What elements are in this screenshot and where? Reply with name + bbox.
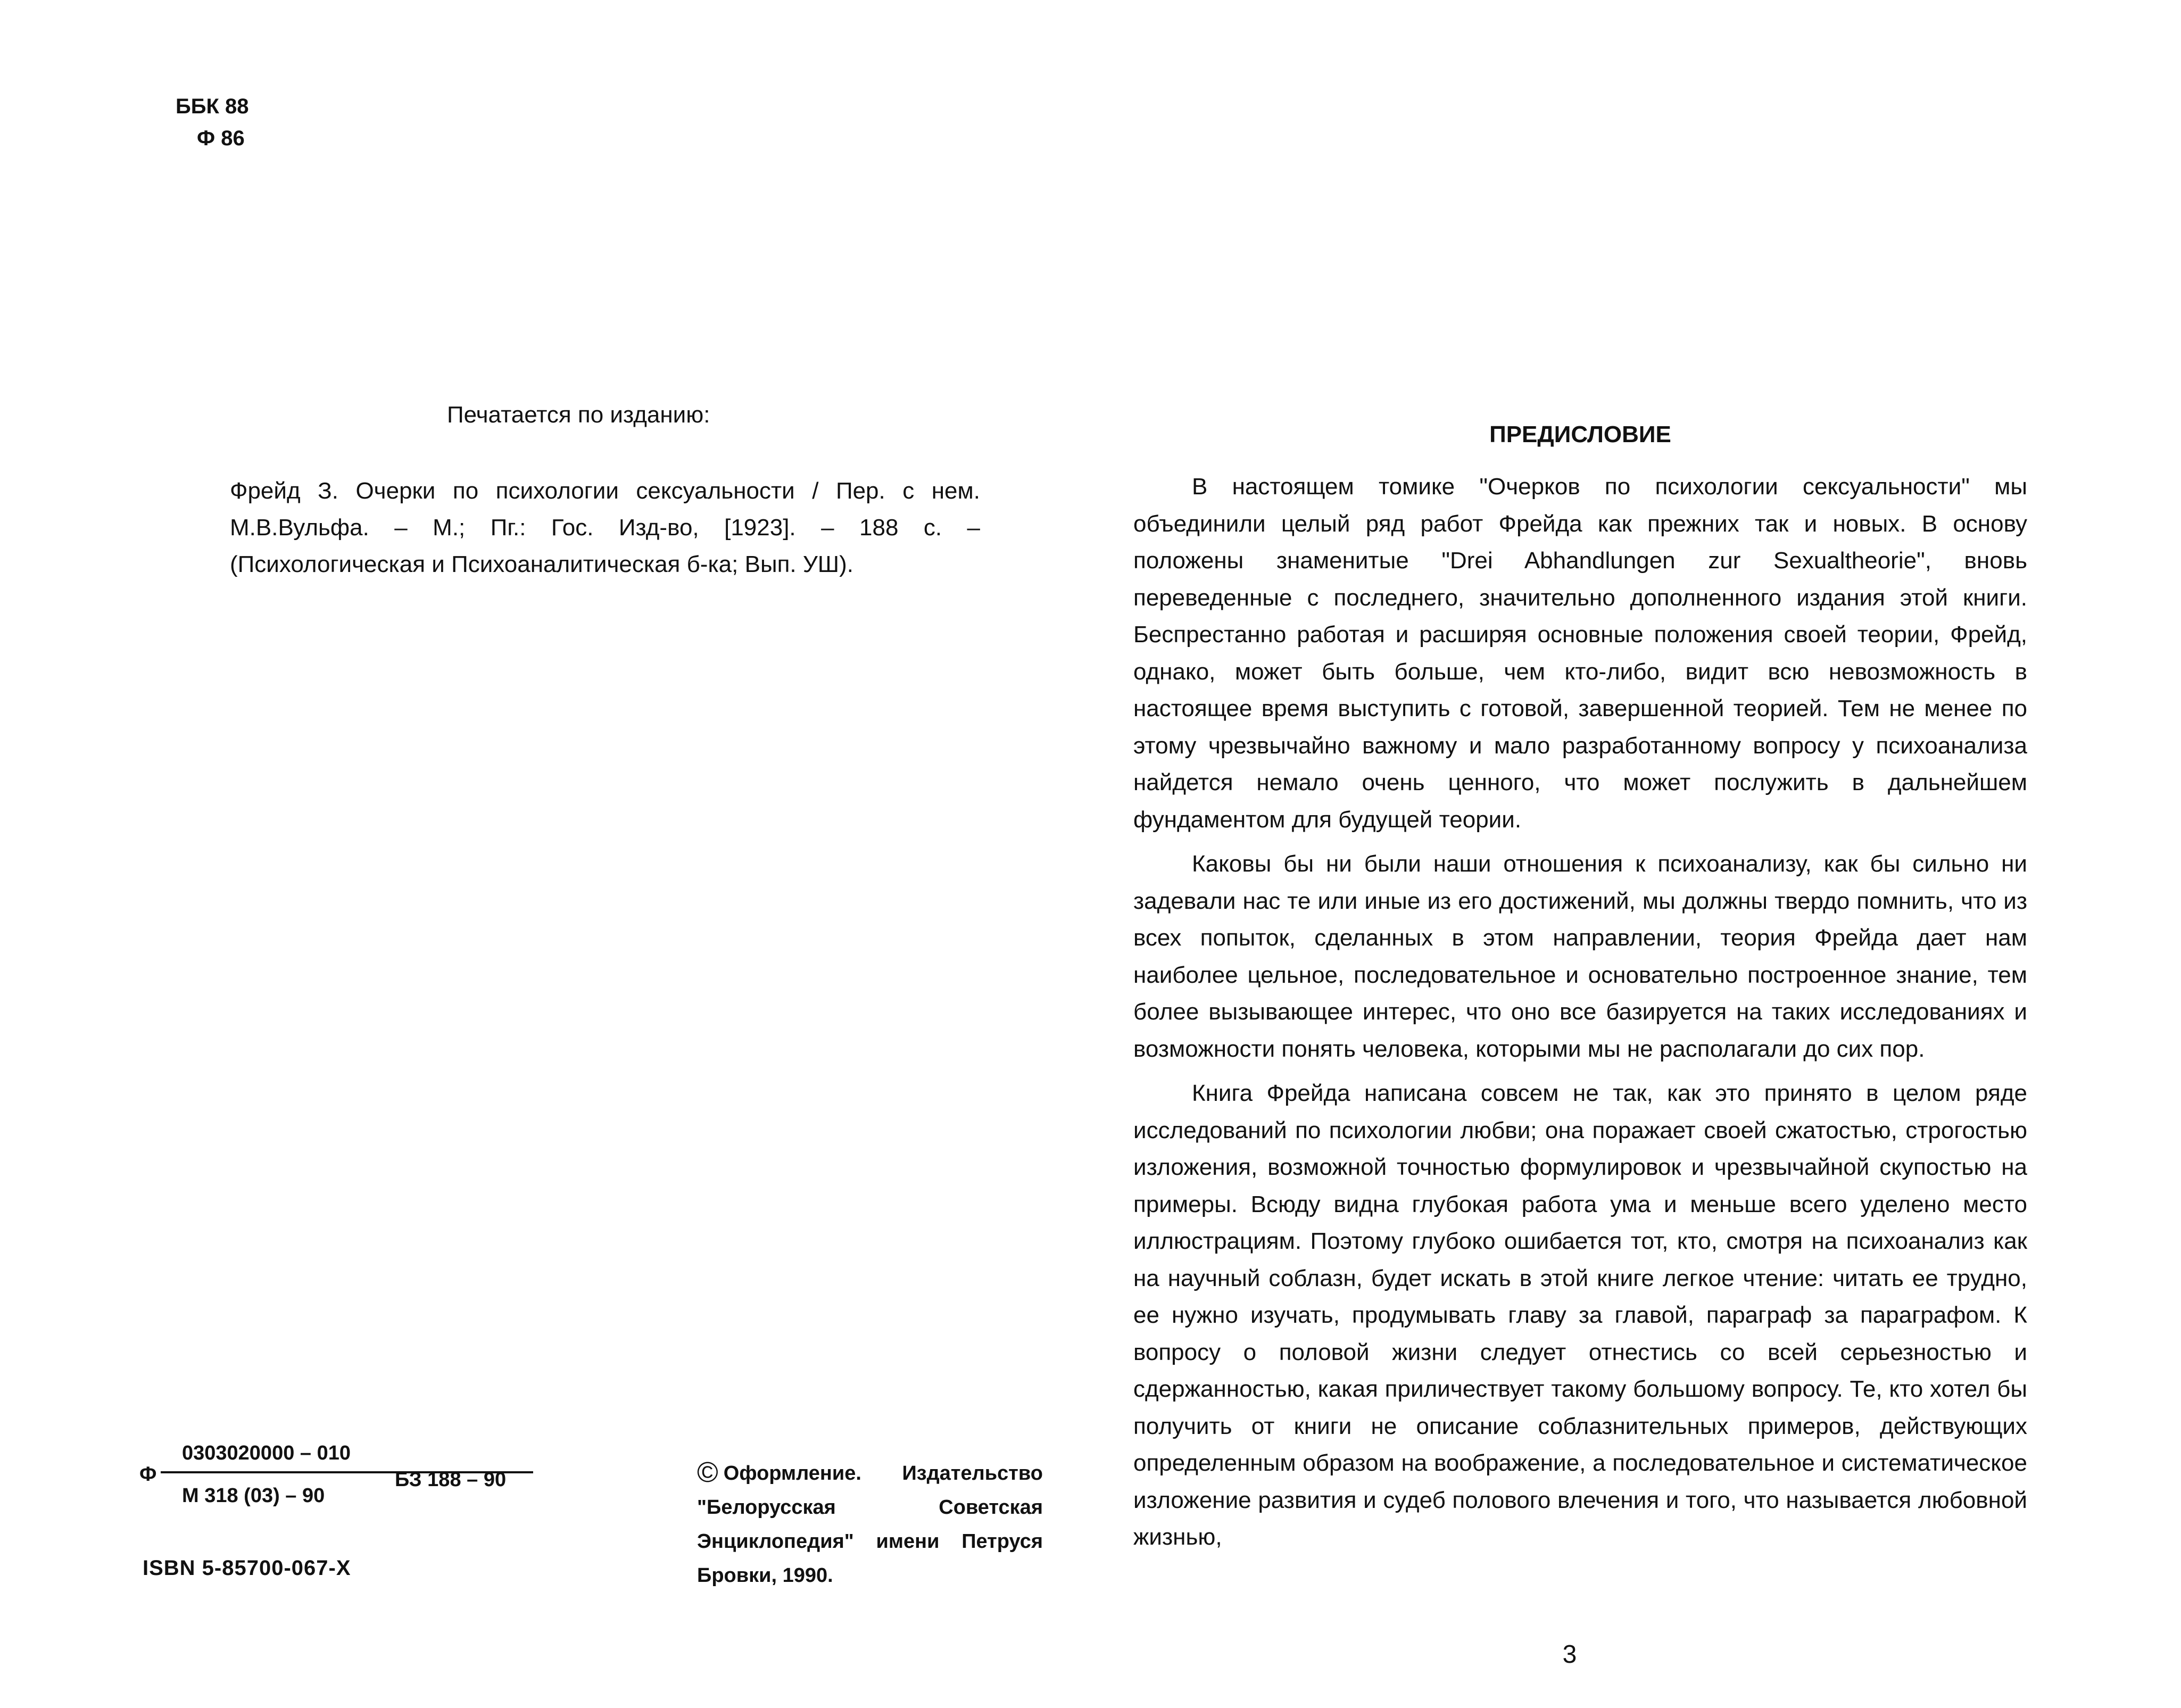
copyright-icon: © [697,1456,718,1488]
bbk-code: ББК 88 [176,95,249,118]
preface-body [1133,468,2027,1563]
code-prefix: Ф [139,1463,157,1486]
author-mark: Ф 86 [197,127,245,150]
page-number: 3 [1562,1640,1577,1669]
bibliographic-citation: Фрейд З. Очерки по психологии сексуальности / Пер. с нем. М.В.Вульфа. – М.; Пг.: Гос. Изд-во, [1923]. – 188 с. – (Психологическая и Психоаналитическая б-ка; Вып. УШ). [230,478,980,577]
printed-from-label: Печатается по изданию: [447,402,710,428]
code-right: БЗ 188 – 90 [395,1469,507,1491]
isbn: ISBN 5-85700-067-X [143,1556,351,1580]
preface-title: ПРЕДИСЛОВИЕ [1489,421,1671,447]
copyright-notice [697,1455,1043,1593]
library-classification [176,90,249,154]
preface-paragraph: Книга Фрейда написана совсем не так, как это принято в целом ряде исследований по психологии любви; она поражает своей сжатостью, строгостью изложения, возможной точностью формулировок и чрезвычайной скупостью на примеры. Всюду видна глубокая работа ума и меньше всего уделено место иллюстрациям. Поэтому глубоко ошибается тот, кто, смотря на психоанализ как на научный соблазн, будет искать в этой книге легкое чтение: читать ее трудно, ее нужно изучать, продумывать главу за главой, параграф за параграфом. К вопросу о половой жизни следует отнестись со всей серьезностью и сдержанностью, какая приличествует такому большому вопросу. Те, кто хотел бы получить от книги не описание соблазнительных примеров, действующих определенным образом на воображение, а последовательное и систематическое изложение развития и судеб полового влечения и того, что называется любовной жизнью, [1133,1080,2027,1550]
code-denominator: М 318 (03) – 90 [182,1485,325,1507]
preface-paragraph: В настоящем томике "Очерков по психологии сексуальности" мы объединили целый ряд работ Фрейда как прежних так и новых. В основу положены знаменитые "Drei Abhandlungen zur Sexualtheorie", вновь переведенные с последнего, значительно дополненного издания этой книги. Беспрестанно работая и расширяя основные положения своей теории, Фрейд, однако, может быть больше, чем кто-либо, видит всю невозможность в настоящее время выступить с готовой, завершенной теорией. Тем не менее по этому чрезвычайно важному и мало разработанному вопросу у психоанализа найдется немало очень ценного, что может послужить в дальнейшем фундаментом для будущей теории. [1133,474,2027,833]
preface-paragraph: Каковы бы ни были наши отношения к психоанализу, как бы сильно ни задевали нас те или иные из его достижений, мы должны твердо помнить, что из всех попыток, сделанных в этом направлении, теория Фрейда дает нам наиболее цельное, последовательное и основательно построенное знание, тем более вызывающее интерес, что оно все базируется на таких исследованиях и возможности понять человека, которыми мы не располагали до сих пор. [1133,851,2027,1062]
code-numerator: 0303020000 – 010 [182,1442,351,1464]
copyright-text: Оформление. Издательство "Белорусская Советская Энциклопедия" имени Петруся Бровки, 1990. [697,1462,1043,1587]
